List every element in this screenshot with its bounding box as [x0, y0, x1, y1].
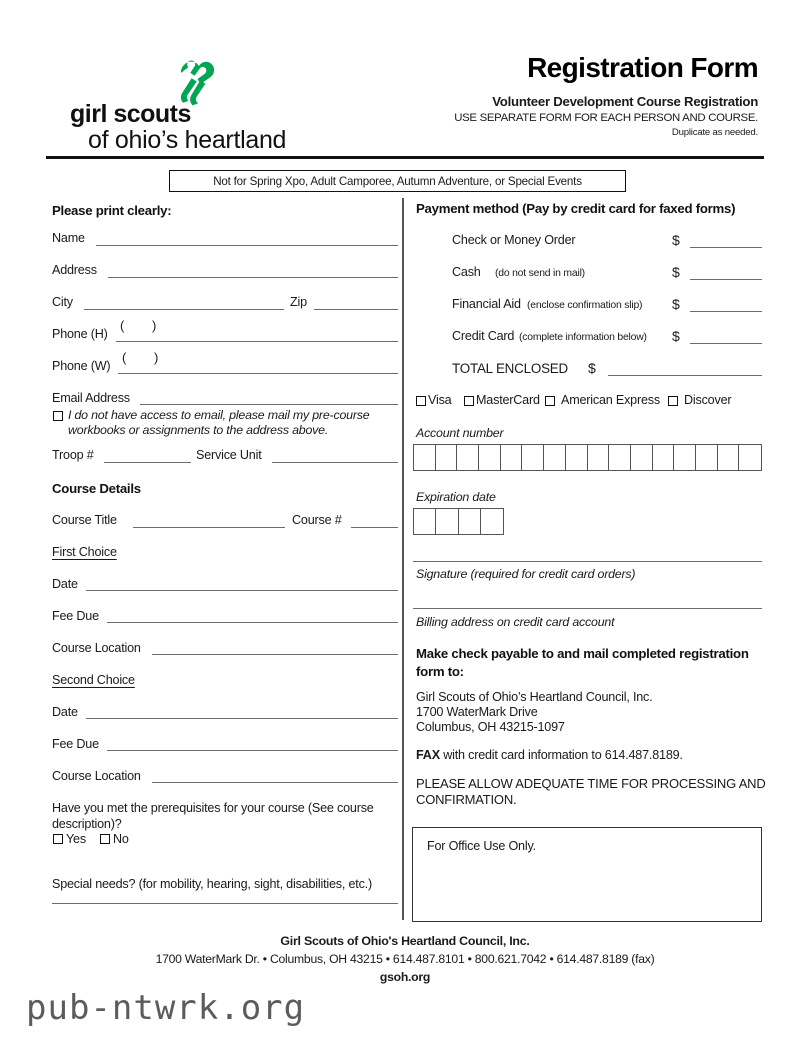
- phone-work-paren-open: (: [122, 350, 127, 365]
- account-number-grid[interactable]: [413, 444, 762, 471]
- print-clearly-heading: Please print clearly:: [52, 203, 172, 218]
- no-email-text-line2: workbooks or assignments to the address above.: [68, 423, 329, 437]
- grid-cell[interactable]: [566, 445, 588, 470]
- second-fee-input-line[interactable]: [107, 750, 398, 751]
- fax-instruction: [416, 748, 683, 762]
- special-needs-question: Special needs? (for mobility, hearing, sight, disabilities, etc.): [52, 877, 372, 891]
- grid-cell[interactable]: [588, 445, 610, 470]
- card-type-checkbox-amex[interactable]: [545, 396, 555, 406]
- grid-cell[interactable]: [609, 445, 631, 470]
- zip-input-line[interactable]: [314, 309, 398, 310]
- prerequisite-question-line2: description)?: [52, 817, 122, 831]
- card-type-label-mastercard: MasterCard: [476, 393, 540, 407]
- first-date-label: Date: [52, 577, 78, 591]
- phone-home-input-line[interactable]: [116, 341, 398, 342]
- mail-address-line3: Columbus, OH 43215-1097: [416, 720, 565, 734]
- fax-instruction-text: with credit card information to 614.487.8189.: [439, 748, 683, 762]
- logo-wordmark-line1: girl scouts: [70, 100, 191, 128]
- make-check-line2: form to:: [416, 664, 464, 679]
- service-unit-label: Service Unit: [196, 448, 262, 462]
- logo-wordmark-line2: of ohio’s heartland: [88, 126, 287, 154]
- card-type-checkbox-mastercard[interactable]: [464, 396, 474, 406]
- no-email-text-line1: I do not have access to email, please mail my pre-course: [68, 408, 370, 422]
- payment-row-note-1: (do not send in mail): [495, 268, 585, 279]
- grid-cell[interactable]: [457, 445, 479, 470]
- card-type-label-discover: Discover: [684, 393, 732, 407]
- payment-row-note-2: (enclose confirmation slip): [527, 300, 643, 311]
- payment-row-label-0: Check or Money Order: [452, 233, 576, 247]
- grid-cell[interactable]: [718, 445, 740, 470]
- grid-cell[interactable]: [544, 445, 566, 470]
- payment-amount-line-3[interactable]: [690, 343, 762, 344]
- city-input-line[interactable]: [84, 309, 284, 310]
- grid-cell[interactable]: [501, 445, 523, 470]
- email-input-line[interactable]: [140, 404, 398, 405]
- payment-dollar-0: $: [672, 232, 680, 248]
- exclusion-notice: Not for Spring Xpo, Adult Camporee, Autumn Adventure, or Special Events: [169, 170, 626, 192]
- billing-address-label: Billing address on credit card account: [416, 615, 615, 629]
- payment-method-heading: Payment method (Pay by credit card for faxed forms): [416, 201, 736, 216]
- form-instruction: USE SEPARATE FORM FOR EACH PERSON AND COURSE.: [454, 112, 758, 124]
- allow-time-line1: PLEASE ALLOW ADEQUATE TIME FOR PROCESSING AND: [416, 776, 766, 791]
- grid-cell[interactable]: [436, 509, 458, 534]
- second-date-input-line[interactable]: [86, 718, 398, 719]
- account-number-label: Account number: [416, 426, 504, 440]
- total-enclosed-label: TOTAL ENCLOSED: [452, 361, 569, 376]
- name-input-line[interactable]: [96, 245, 398, 246]
- column-divider: [402, 198, 404, 920]
- second-choice-heading: Second Choice: [52, 673, 135, 687]
- footer-website: gsoh.org: [379, 970, 431, 984]
- office-use-label: For Office Use Only.: [427, 839, 536, 853]
- grid-cell[interactable]: [674, 445, 696, 470]
- payment-dollar-2: $: [672, 296, 680, 312]
- email-label: Email Address: [52, 391, 130, 405]
- fax-keyword: FAX: [416, 748, 440, 762]
- organization-logo: [66, 58, 296, 154]
- prerequisite-no-label: No: [113, 832, 129, 846]
- phone-home-label: Phone (H): [52, 327, 108, 341]
- phone-work-input-line[interactable]: [118, 373, 398, 374]
- total-dollar: $: [588, 360, 596, 376]
- zip-label: Zip: [290, 295, 307, 309]
- payment-row-label-3: Credit Card: [452, 329, 515, 343]
- grid-cell[interactable]: [479, 445, 501, 470]
- second-date-label: Date: [52, 705, 78, 719]
- billing-address-input-line[interactable]: [413, 608, 762, 609]
- footer-org-name: Girl Scouts of Ohio's Heartland Council, Inc.: [280, 934, 530, 948]
- page-title: Registration Form: [527, 52, 758, 83]
- troop-label: Troop #: [52, 448, 94, 462]
- grid-cell[interactable]: [653, 445, 675, 470]
- signature-input-line[interactable]: [413, 561, 762, 562]
- prerequisite-no-checkbox[interactable]: [100, 834, 110, 844]
- expiration-date-grid[interactable]: [413, 508, 504, 535]
- card-type-checkbox-discover[interactable]: [668, 396, 678, 406]
- payment-amount-line-1[interactable]: [690, 279, 762, 280]
- grid-cell[interactable]: [414, 509, 436, 534]
- make-check-line1: Make check payable to and mail completed registration: [416, 646, 749, 661]
- payment-dollar-1: $: [672, 264, 680, 280]
- first-date-input-line[interactable]: [86, 590, 398, 591]
- first-location-label: Course Location: [52, 641, 141, 655]
- card-type-label-visa: Visa: [428, 393, 452, 407]
- first-fee-label: Fee Due: [52, 609, 99, 623]
- course-number-label: Course #: [292, 513, 342, 527]
- expiration-date-label: Expiration date: [416, 490, 496, 504]
- payment-dollar-3: $: [672, 328, 680, 344]
- prerequisite-yes-label: Yes: [66, 832, 86, 846]
- payment-amount-line-2[interactable]: [690, 311, 762, 312]
- first-choice-heading: First Choice: [52, 545, 117, 559]
- grid-cell[interactable]: [414, 445, 436, 470]
- second-fee-label: Fee Due: [52, 737, 99, 751]
- second-location-label: Course Location: [52, 769, 141, 783]
- phone-home-paren-open: (: [120, 318, 125, 333]
- grid-cell[interactable]: [481, 509, 503, 534]
- card-type-checkbox-visa[interactable]: [416, 396, 426, 406]
- allow-time-line2: CONFIRMATION.: [416, 792, 517, 807]
- second-location-input-line[interactable]: [152, 782, 398, 783]
- card-type-label-amex: American Express: [561, 393, 660, 407]
- service-unit-input-line[interactable]: [272, 462, 398, 463]
- total-amount-line[interactable]: [608, 375, 762, 376]
- prerequisite-question-line1: Have you met the prerequisites for your course (See course: [52, 801, 374, 815]
- payment-amount-line-0[interactable]: [690, 247, 762, 248]
- grid-cell[interactable]: [696, 445, 718, 470]
- phone-home-paren-close: ): [152, 318, 157, 333]
- phone-work-paren-close: ): [154, 350, 159, 365]
- mail-address-line1: Girl Scouts of Ohio’s Heartland Council, Inc.: [416, 690, 653, 704]
- troop-input-line[interactable]: [104, 462, 191, 463]
- course-title-input-line[interactable]: [133, 527, 285, 528]
- page-subtitle: Volunteer Development Course Registration: [492, 94, 758, 109]
- course-number-input-line[interactable]: [351, 527, 398, 528]
- header-divider: [46, 156, 764, 159]
- grid-cell[interactable]: [739, 445, 761, 470]
- duplicate-note: Duplicate as needed.: [671, 127, 758, 138]
- first-location-input-line[interactable]: [152, 654, 398, 655]
- course-title-label: Course Title: [52, 513, 117, 527]
- special-needs-input-line[interactable]: [52, 903, 398, 904]
- no-email-checkbox[interactable]: [53, 411, 63, 421]
- watermark: pub-ntwrk.org: [26, 988, 306, 1028]
- phone-work-label: Phone (W): [52, 359, 111, 373]
- payment-row-note-3: (complete information below): [519, 332, 647, 343]
- name-label: Name: [52, 231, 85, 245]
- grid-cell[interactable]: [522, 445, 544, 470]
- address-label: Address: [52, 263, 97, 277]
- grid-cell[interactable]: [436, 445, 458, 470]
- first-fee-input-line[interactable]: [107, 622, 398, 623]
- prerequisite-yes-checkbox[interactable]: [53, 834, 63, 844]
- address-input-line[interactable]: [108, 277, 398, 278]
- mail-address-line2: 1700 WaterMark Drive: [416, 705, 538, 719]
- payment-row-label-2: Financial Aid: [452, 297, 521, 311]
- payment-row-label-1: Cash: [452, 265, 481, 279]
- footer-contact: 1700 WaterMark Dr. • Columbus, OH 43215 • 614.487.8101 • 800.621.7042 • 614.487.8189 (fax): [155, 952, 655, 966]
- city-label: City: [52, 295, 73, 309]
- signature-label: Signature (required for credit card orders): [416, 567, 636, 581]
- office-use-box: [412, 827, 762, 922]
- grid-cell[interactable]: [631, 445, 653, 470]
- grid-cell[interactable]: [459, 509, 481, 534]
- course-details-heading: Course Details: [52, 481, 141, 496]
